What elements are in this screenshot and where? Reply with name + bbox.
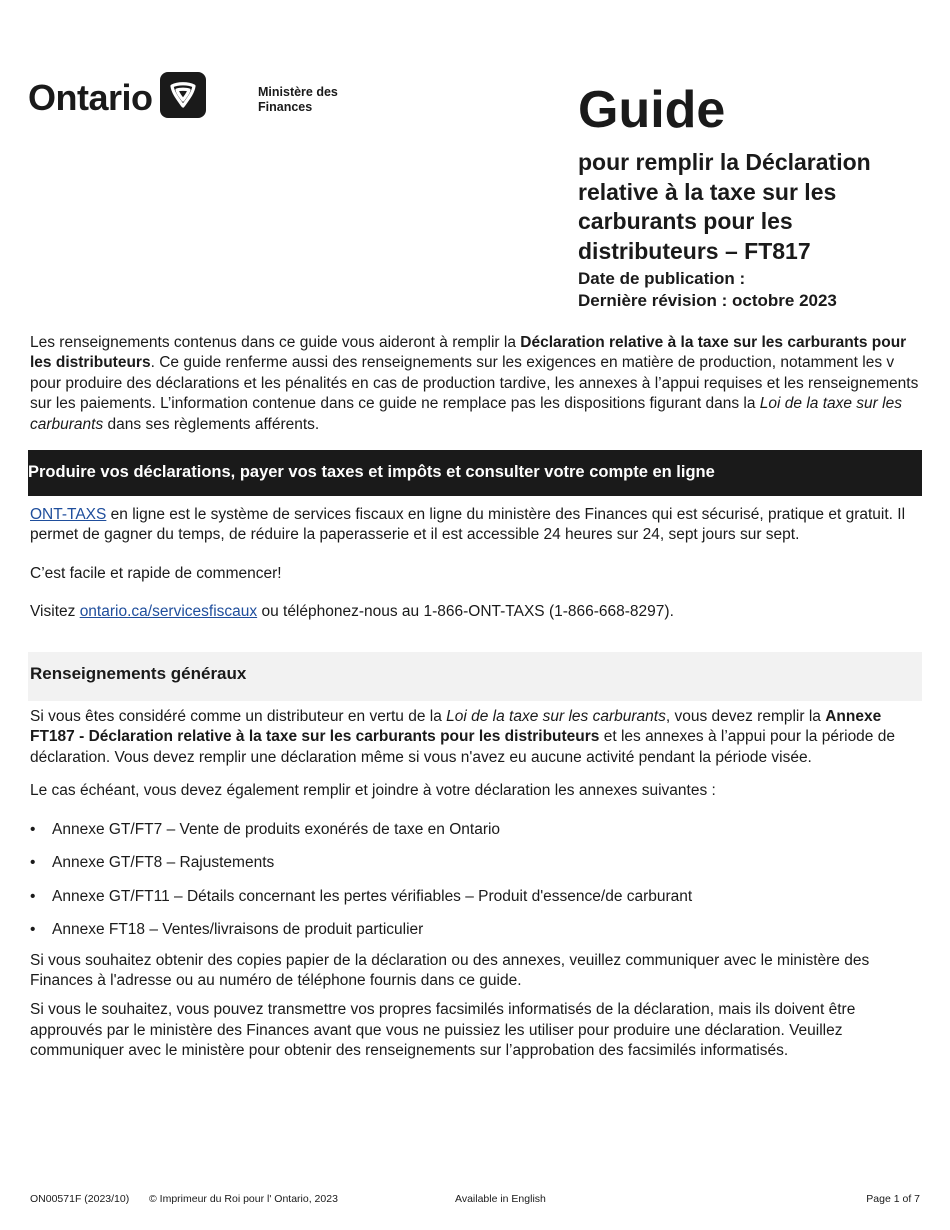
list-item: • Annexe GT/FT8 – Rajustements bbox=[30, 853, 922, 887]
form-code: ON00571F (2023/10) bbox=[30, 1193, 130, 1205]
online-section-body bbox=[30, 505, 922, 623]
page-title: Guide bbox=[578, 81, 726, 139]
intro-italic: Loi de la taxe sur les carburants bbox=[30, 395, 902, 433]
bullet-icon: • bbox=[30, 921, 36, 939]
general-section-body bbox=[30, 707, 922, 1062]
general-text: , vous devez remplir la bbox=[665, 708, 826, 725]
general-text: Si vous souhaitez obtenir des copies papier de la déclaration ou des annexes, veuillez communiquer avec le ministère des Finances à l'adresse ou au numéro de téléphone fournis dans ce guide. bbox=[30, 951, 870, 990]
list-item: • Annexe GT/FT7 – Vente de produits exonérés de taxe en Ontario bbox=[30, 820, 922, 854]
general-text: Si vous êtes considéré comme un distributeur en vertu de la bbox=[30, 708, 447, 725]
online-text: en ligne est le système de services fiscaux en ligne du ministère des Finances qui est sécurisé, pratique et gratuit. Il permet de gagner du temps, de réduire la paperasserie et il est accessible 24 heures sur 24, sept jours sur sept. bbox=[30, 506, 906, 544]
copyright: © Imprimeur du Roi pour l' Ontario, 2023 bbox=[149, 1193, 338, 1205]
publication-date: Date de publication : bbox=[578, 269, 746, 288]
available-in-english: Available in English bbox=[455, 1193, 546, 1205]
online-section-heading: Produire vos déclarations, payer vos taxes et impôts et consulter votre compte en ligne bbox=[28, 450, 922, 496]
bullet-icon: • bbox=[30, 820, 36, 838]
intro-paragraph bbox=[30, 333, 922, 435]
ont-taxs-link[interactable]: ONT-TAXS bbox=[30, 506, 107, 523]
general-italic: Loi de la taxe sur les carburants bbox=[446, 708, 666, 725]
list-item: • Annexe FT18 – Ventes/livraisons de produit particulier bbox=[30, 920, 922, 954]
ministry-name: Ministère des Finances bbox=[258, 85, 338, 114]
general-text: Le cas échéant, vous devez également remplir et joindre à votre déclaration les annexes suivantes : bbox=[30, 782, 716, 800]
intro-text: . Ce guide renferme aussi des renseignements sur les exigences en matière de production, notamment les v pour produire des déclarations et les pénalités en cas de production tardive, les annexes à l’appui requises et les renseignements sur les paiements. L’information contenue dans ce guide ne remplace pas les dispositions figurant dans la bbox=[30, 354, 919, 413]
annex-list bbox=[30, 820, 922, 954]
ontario-logo-text: Ontario bbox=[28, 77, 153, 118]
online-text: Visitez bbox=[30, 603, 80, 621]
page-number: Page 1 of 7 bbox=[866, 1193, 920, 1205]
general-bold: Annexe FT187 - Déclaration relative à la taxe sur les carburants pour les distributeurs bbox=[30, 708, 882, 746]
general-text: Si vous le souhaitez, vous pouvez transmettre vos propres facsimilés informatisés de la déclaration, mais ils doivent être approuvés par le ministère des Finances avant que vous ne puissiez les utiliser pour produire une déclaration. Veuillez communiquer avec le ministère pour obtenir des renseignements sur l’approbation des facsimilés informatisés. bbox=[30, 1001, 856, 1060]
publication-info bbox=[578, 268, 918, 312]
page-subtitle: pour remplir la Déclaration relative à la taxe sur les carburants pour les distributeurs – FT817 bbox=[578, 149, 871, 264]
bullet-icon: • bbox=[30, 854, 36, 872]
online-text: ou téléphonez-nous au 1-866-ONT-TAXS (1-866-668-8297). bbox=[257, 603, 674, 621]
intro-text: dans ses règlements afférents. bbox=[103, 415, 320, 433]
bullet-icon: • bbox=[30, 887, 36, 905]
general-section-heading: Renseignements généraux bbox=[28, 652, 922, 701]
online-text: C’est facile et rapide de commencer! bbox=[30, 564, 282, 582]
general-text: et les annexes à l’appui pour la période de déclaration. Vous devez remplir une déclaration même si vous n'avez eu aucune activité pendant la période visée. bbox=[30, 728, 895, 766]
last-revision: Dernière révision : octobre 2023 bbox=[578, 291, 837, 310]
list-item: • Annexe GT/FT11 – Détails concernant les pertes vérifiables – Produit d'essence/de carburant bbox=[30, 887, 922, 921]
intro-text: Les renseignements contenus dans ce guide vous aideront à remplir la bbox=[30, 334, 521, 351]
servicesfiscaux-link[interactable]: ontario.ca/servicesfiscaux bbox=[79, 603, 258, 621]
intro-bold: Déclaration relative à la taxe sur les carburants pour les distributeurs bbox=[30, 334, 907, 372]
trillium-icon bbox=[160, 72, 206, 118]
